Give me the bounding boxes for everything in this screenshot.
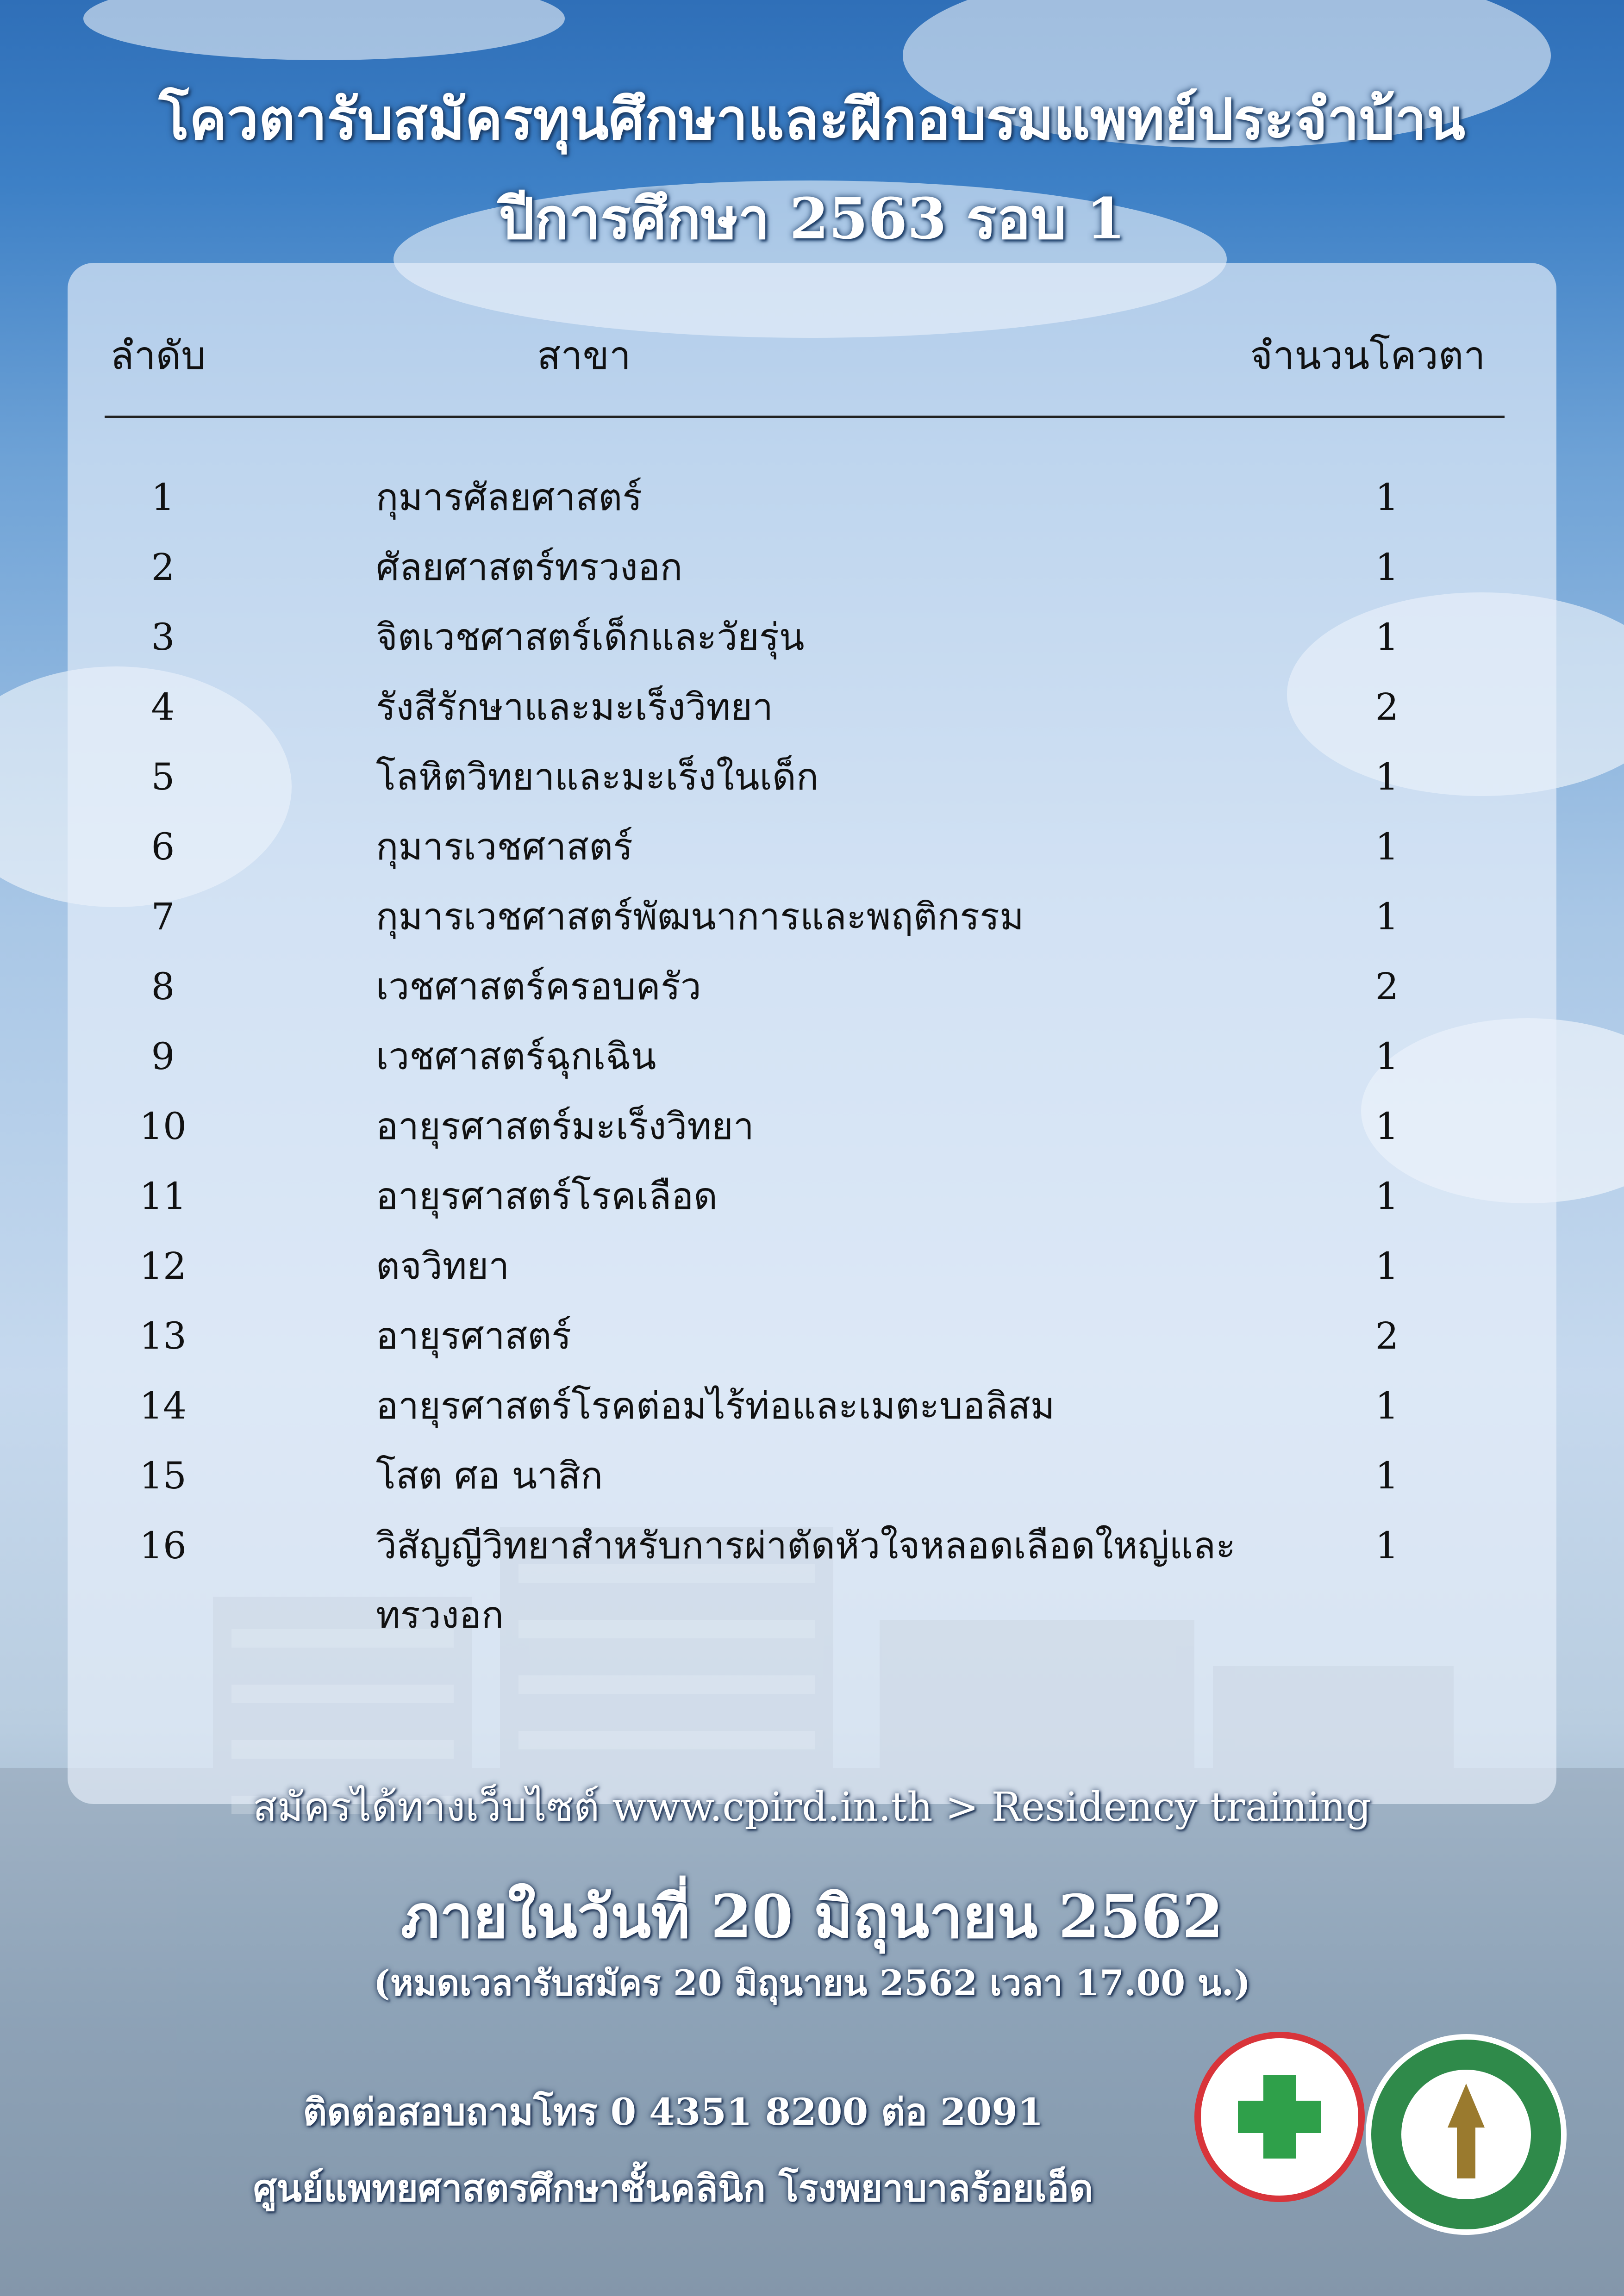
table-row: 5 โลหิตวิทยาและมะเร็งในเด็ก 1 [0,742,1624,812]
row-branch-name: กุมารเวชศาสตร์พัฒนาการและพฤติกรรม [376,895,1024,938]
header-branch: สาขา [537,333,631,378]
organization-text: ศูนย์แพทยศาสตรศึกษาชั้นคลินิก โรงพยาบาลร้อยเอ็ด [253,2166,1093,2210]
table-row: 11 อายุรศาสตร์โรคเลือด 1 [0,1162,1624,1231]
table-row: 9 เวชศาสตร์ฉุกเฉิน 1 [0,1022,1624,1091]
table-row: 10 อายุรศาสตร์มะเร็งวิทยา 1 [0,1092,1624,1161]
table-row: 12 ตจวิทยา 1 [0,1232,1624,1301]
table-row: 6 กุมารเวชศาสตร์ 1 [0,812,1624,882]
row-branch-name: โสต ศอ นาสิก [376,1454,603,1497]
row-branch-name: โลหิตวิทยาและมะเร็งในเด็ก [376,755,819,798]
row-branch-name: กุมารเวชศาสตร์ [376,825,633,868]
row-branch-name: จิตเวชศาสตร์เด็กและวัยรุ่น [376,616,805,659]
table-row: 15 โสต ศอ นาสิก 1 [0,1441,1624,1511]
row-branch-name: เวชศาสตร์ฉุกเฉิน [376,1035,656,1078]
row-branch-name: เวชศาสตร์ครอบครัว [376,965,701,1008]
table-row: 14 อายุรศาสตร์โรคต่อมไร้ท่อและเมตะบอลิสม 1 [0,1371,1624,1441]
contact-text: ติดต่อสอบถามโทร 0 4351 8200 ต่อ 2091 [303,2090,1043,2134]
header-divider [105,416,1505,418]
page-title-line-2: ปีการศึกษา 2563 รอบ 1 [499,185,1125,252]
hospital-logo [1194,2032,1365,2202]
table-row: 4 รังสีรักษาและมะเร็งวิทยา 2 [0,672,1624,742]
header-quota: จำนวนโควตา [1250,333,1486,378]
row-branch-name: ศัลยศาสตร์ทรวงอก [376,546,683,589]
row-branch-name: อายุรศาสตร์ [376,1314,572,1357]
row-branch-name: ตจวิทยา [376,1244,510,1288]
table-row: 2 ศัลยศาสตร์ทรวงอก 1 [0,533,1624,602]
table-row: 13 อายุรศาสตร์ 2 [0,1301,1624,1371]
table-row: 3 จิตเวชศาสตร์เด็กและวัยรุ่น 1 [0,603,1624,672]
row-branch-name: อายุรศาสตร์โรคต่อมไร้ท่อและเมตะบอลิสม [376,1384,1055,1427]
website-text: สมัครได้ทางเว็บไซต์ www.cpird.in.th > Residency training [253,1784,1371,1830]
deadline-text: ภายในวันที่ 20 มิถุนายน 2562 [400,1882,1224,1952]
row-branch-name: กุมารศัลยศาสตร์ [376,476,643,519]
row-branch-name-continued: ทรวงอก [376,1593,504,1636]
page-title-line-1: โควตารับสมัครทุนศึกษาและฝึกอบรมแพทย์ประจำบ้าน [158,86,1466,152]
medical-education-center-logo [1366,2034,1567,2235]
row-branch-name: อายุรศาสตร์มะเร็งวิทยา [376,1105,754,1148]
deadline-note: (หมดเวลารับสมัคร 20 มิถุนายน 2562 เวลา 17.00 น.) [373,1962,1251,2004]
header-order: ลำดับ [110,333,206,378]
row-branch-name: อายุรศาสตร์โรคเลือด [376,1175,718,1218]
emblem-icon [1371,2040,1561,2229]
row-branch-name: วิสัญญีวิทยาสำหรับการผ่าตัดหัวใจหลอดเลือดใหญ่และ ทรวงอก [376,1511,1316,1650]
table-row: 16 วิสัญญีวิทยาสำหรับการผ่าตัดหัวใจหลอดเลือดใหญ่และ ทรวงอก 1 [0,1511,1624,1580]
row-branch-name: รังสีรักษาและมะเร็งวิทยา [376,685,774,728]
green-cross-icon [1201,2038,1358,2196]
table-row: 7 กุมารเวชศาสตร์พัฒนาการและพฤติกรรม 1 [0,882,1624,952]
table-row: 8 เวชศาสตร์ครอบครัว 2 [0,952,1624,1021]
table-row: 1 กุมารศัลยศาสตร์ 1 [0,463,1624,532]
